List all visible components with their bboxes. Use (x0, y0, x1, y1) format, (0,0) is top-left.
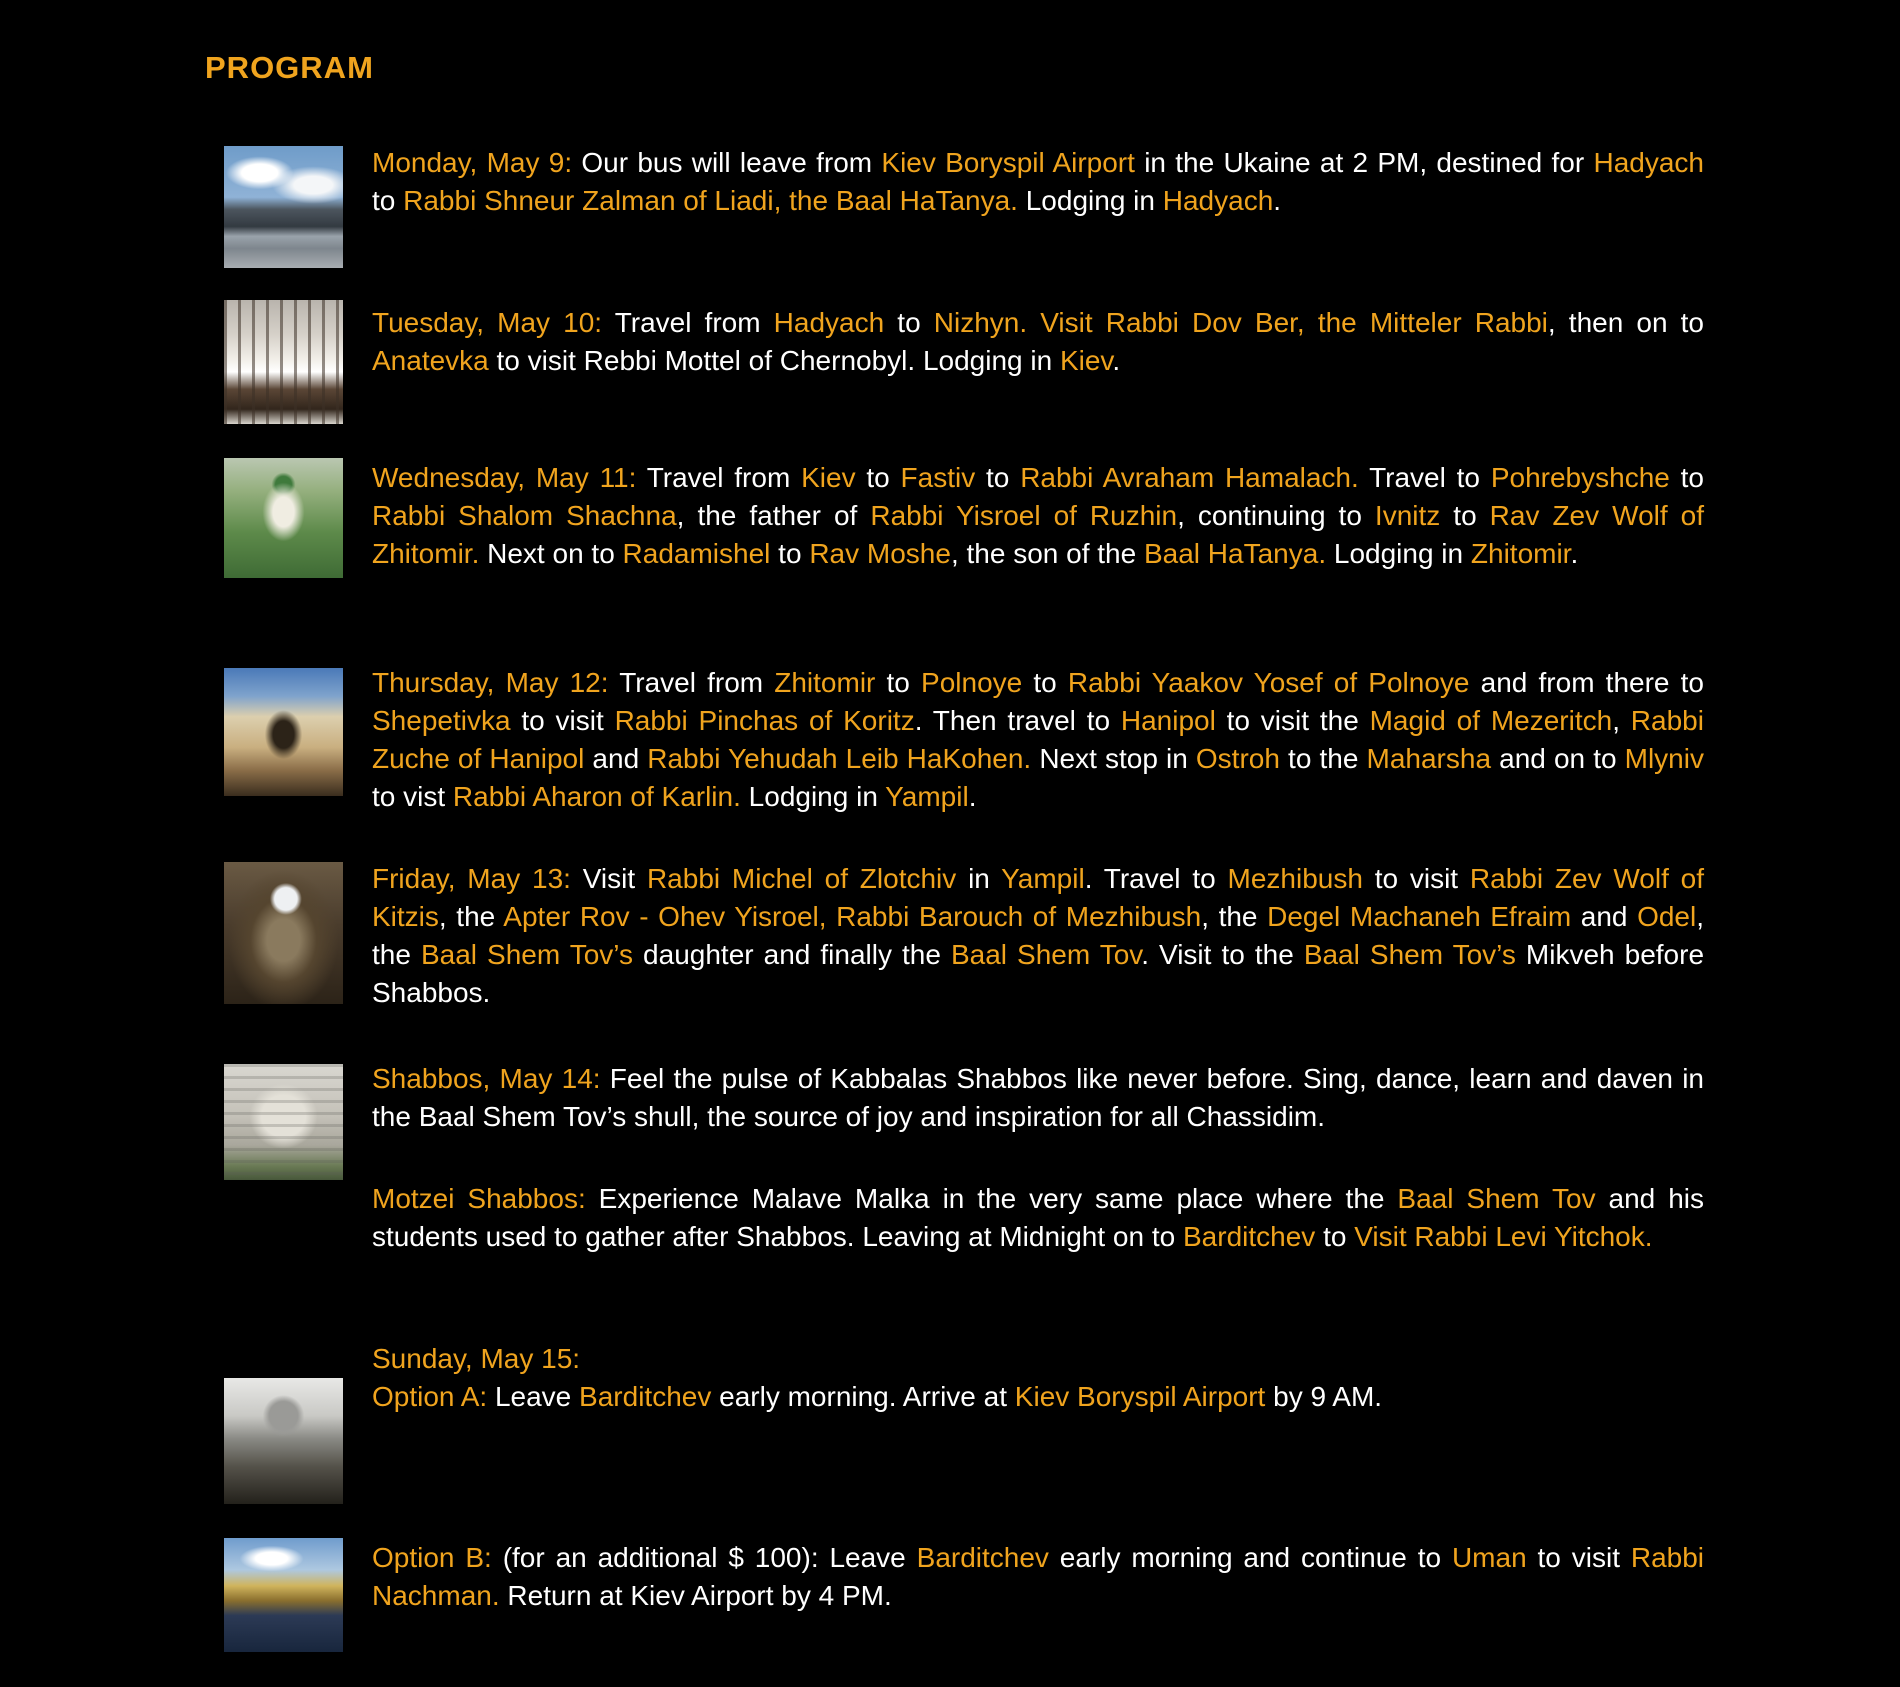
plain-text: . (968, 781, 977, 812)
highlight-text: Fastiv (900, 462, 976, 493)
highlight-text: Monday, May 9: (372, 147, 573, 178)
highlight-text: Apter Rov - Ohev Yisroel, (503, 901, 827, 932)
highlight-text: Kiev Boryspil Airport (881, 147, 1135, 178)
highlight-text: Yampil (1001, 863, 1085, 894)
highlight-text: Rabbi Barouch of Mezhibush (836, 901, 1202, 932)
plain-text: to (1315, 1221, 1355, 1252)
highlight-text: Option A: (372, 1381, 488, 1412)
plain-text: and (1571, 901, 1638, 932)
plain-text: . Visit to the (1141, 939, 1304, 970)
highlight-text: Baal Shem Tov (1397, 1183, 1596, 1214)
highlight-text: Kiev (801, 462, 856, 493)
highlight-text: Sunday, May 15: (372, 1343, 581, 1374)
highlight-text: Hanipol (1120, 705, 1216, 736)
plain-text: to (1669, 462, 1705, 493)
highlight-text: Ostroh (1195, 743, 1280, 774)
highlight-text: Barditchev (916, 1542, 1049, 1573)
highlight-text: Thursday, May 12: (372, 667, 609, 698)
itinerary-entry-monday (372, 144, 1704, 220)
plain-text: to visit (1526, 1542, 1631, 1573)
plain-text: early morning and continue to (1048, 1542, 1452, 1573)
plain-text: , the (372, 901, 1705, 970)
plain-text: Mikveh before Shabbos. (372, 939, 1705, 1008)
plain-text: and his students used to gather after Shabbos. Leaving at Midnight on to (372, 1183, 1704, 1252)
highlight-text: Hadyach (773, 307, 885, 338)
plain-text: , the (1201, 901, 1268, 932)
plain-text: to (884, 307, 934, 338)
highlight-text: Rav Zev Wolf of Zhitomir. (372, 500, 1704, 569)
plain-text: to (372, 185, 404, 216)
highlight-text: Motzei Shabbos: (372, 1183, 586, 1214)
highlight-text: Uman (1451, 1542, 1527, 1573)
highlight-text: Radamishel (622, 538, 771, 569)
highlight-text: Rabbi Michel of Zlotchiv (646, 863, 957, 894)
highlight-text: Tuesday, May 10: (372, 307, 603, 338)
plain-text: to visit (1362, 863, 1470, 894)
plain-text: in (956, 863, 1002, 894)
plain-text: to vist (372, 781, 453, 812)
highlight-text: Rabbi Nachman. (372, 1542, 1705, 1611)
itinerary-entry-wednesday (372, 459, 1704, 573)
highlight-text: Nizhyn. Visit Rabbi Dov Ber, the Mitteler Rabbi (933, 307, 1548, 338)
domed-building-photo (224, 1378, 343, 1504)
plain-text: and (584, 743, 648, 774)
plain-text: Next on to (479, 538, 623, 569)
itinerary-entry-motzei (372, 1180, 1704, 1256)
highlight-text: Mlyniv (1624, 743, 1704, 774)
highlight-text: Friday, May 13: (372, 863, 571, 894)
highlight-text: Visit Rabbi Levi Yitchok. (1354, 1221, 1653, 1252)
highlight-text: Rabbi Yehudah Leib HaKohen. (647, 743, 1032, 774)
stone-gate-arch-photo (224, 668, 343, 796)
highlight-text: Rav Moshe (809, 538, 951, 569)
plain-text (827, 901, 837, 932)
highlight-text: Zhitomir (774, 667, 876, 698)
plain-text: Travel from (608, 667, 775, 698)
plain-text: Leave (487, 1381, 580, 1412)
plain-text: Travel to (1358, 462, 1491, 493)
highlight-text: Yampil (885, 781, 969, 812)
plain-text: Feel the pulse of Kabbalas Shabbos like never before. Sing, dance, learn and daven in the Baal Shem Tov’s shull, the source of joy and inspiration for all Chassidim. (372, 1063, 1704, 1132)
plain-text: Our bus will leave from (572, 147, 882, 178)
highlight-text: Mezhibush (1227, 863, 1363, 894)
highlight-text: Rabbi Shalom Shachna (372, 500, 677, 531)
plain-text: to (975, 462, 1021, 493)
highlight-text: Odel (1637, 901, 1697, 932)
plain-text: , then on to (1547, 307, 1704, 338)
highlight-text: Rabbi Aharon of Karlin. (452, 781, 741, 812)
plain-text: daughter and finally the (633, 939, 951, 970)
itinerary-entry-optionb (372, 1539, 1704, 1615)
winter-wooden-house-photo (224, 300, 343, 424)
plain-text: Return at Kiev Airport by 4 PM. (499, 1580, 892, 1611)
plain-text: to (770, 538, 810, 569)
highlight-text: Anatevka (372, 345, 489, 376)
plain-text: , the father of (676, 500, 871, 531)
plain-text: to (1022, 667, 1068, 698)
plain-text: Lodging in (1326, 538, 1471, 569)
itinerary-entry-friday (372, 860, 1704, 1012)
plain-text: to (875, 667, 922, 698)
plain-text: Travel from (602, 307, 774, 338)
highlight-text: Baal HaTanya. (1143, 538, 1327, 569)
highlight-text: Pohrebyshche (1490, 462, 1670, 493)
itinerary-entry-thursday (372, 664, 1704, 816)
plain-text: . Travel to (1084, 863, 1228, 894)
plain-text: to (1440, 500, 1490, 531)
highlight-text: Magid of Mezeritch (1369, 705, 1613, 736)
plain-text: in the Ukaine at 2 PM, destined for (1134, 147, 1594, 178)
plain-text: to the (1279, 743, 1367, 774)
highlight-text: Rabbi Zev Wolf of Kitzis (372, 863, 1705, 932)
plain-text: . (1273, 185, 1282, 216)
highlight-text: Polnoye (921, 667, 1023, 698)
green-domed-church-aerial-photo (224, 458, 343, 578)
highlight-text: Barditchev (579, 1381, 712, 1412)
plain-text: to (855, 462, 901, 493)
highlight-text: Degel Machaneh Efraim (1267, 901, 1572, 932)
highlight-text: Rabbi Yaakov Yosef of Polnoye (1067, 667, 1470, 698)
plain-text: Lodging in (1017, 185, 1163, 216)
highlight-text: Kiev (1059, 345, 1113, 376)
plain-text: by 9 AM. (1265, 1381, 1383, 1412)
page-title: PROGRAM (205, 50, 374, 85)
highlight-text: Baal Shem Tov’s (1303, 939, 1516, 970)
highlight-text: Shabbos, May 14: (372, 1063, 601, 1094)
plain-text: , the (438, 901, 504, 932)
plain-text: . (1112, 345, 1121, 376)
plain-text: and from there to (1469, 667, 1704, 698)
highlight-text: Baal Shem Tov’s (420, 939, 634, 970)
plain-text: , the son of the (950, 538, 1144, 569)
highlight-text: Baal Shem Tov (950, 939, 1142, 970)
plain-text: early morning. Arrive at (711, 1381, 1015, 1412)
highlight-text: Option B: (372, 1542, 492, 1573)
plain-text: and on to (1491, 743, 1625, 774)
plain-text: Lodging in (740, 781, 886, 812)
plain-text: . Then travel to (914, 705, 1121, 736)
ruined-synagogue-interior-photo (224, 862, 343, 1004)
plain-text: Visit (570, 863, 647, 894)
plain-text: . (1570, 538, 1579, 569)
baal-shem-tov-shul-photo (224, 1064, 343, 1180)
highlight-text: Maharsha (1366, 743, 1492, 774)
highlight-text: Rabbi Yisroel of Ruzhin (870, 500, 1178, 531)
highlight-text: Hadyach (1162, 185, 1274, 216)
highlight-text: Wednesday, May 11: (372, 462, 637, 493)
plain-text: Experience Malave Malka in the very same place where the (585, 1183, 1398, 1214)
itinerary-entry-sunday (372, 1340, 1704, 1416)
highlight-text: Rabbi Shneur Zalman of Liadi, the Baal HaTanya. (403, 185, 1018, 216)
plain-text: to visit Rebbi Mottel of Chernobyl. Lodging in (488, 345, 1060, 376)
autumn-lake-photo (224, 1538, 343, 1652)
highlight-text: Shepetivka (372, 705, 511, 736)
kiev-boryspil-airport-photo (224, 146, 343, 268)
plain-text: , continuing to (1177, 500, 1375, 531)
itinerary-entry-shabbos (372, 1060, 1704, 1136)
highlight-text: Rabbi Zuche of Hanipol (372, 705, 1704, 774)
highlight-text: Barditchev (1183, 1221, 1316, 1252)
plain-text: Next stop in (1031, 743, 1196, 774)
plain-text: to visit the (1215, 705, 1370, 736)
plain-text: (for an additional $ 100): Leave (491, 1542, 917, 1573)
highlight-text: Kiev Boryspil Airport (1014, 1381, 1266, 1412)
plain-text: to visit (510, 705, 615, 736)
highlight-text: Rabbi Avraham Hamalach. (1020, 462, 1359, 493)
plain-text: , (1612, 705, 1631, 736)
highlight-text: Hadyach (1593, 147, 1704, 178)
highlight-text: Zhitomir (1470, 538, 1571, 569)
highlight-text: Ivnitz (1374, 500, 1441, 531)
plain-text: Travel from (636, 462, 802, 493)
highlight-text: Rabbi Pinchas of Koritz (614, 705, 915, 736)
itinerary-entry-tuesday (372, 304, 1704, 380)
